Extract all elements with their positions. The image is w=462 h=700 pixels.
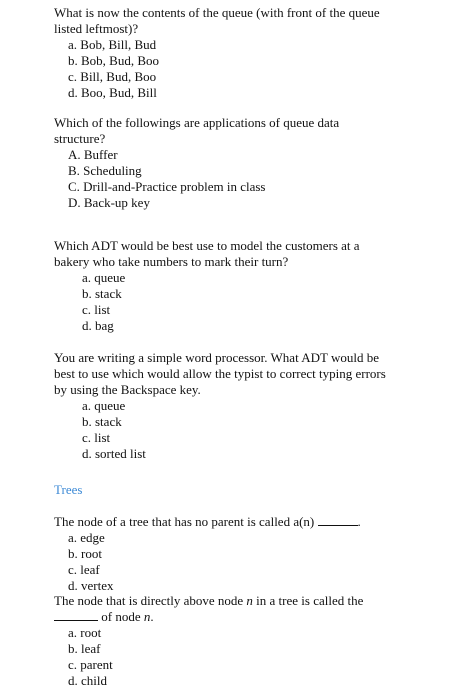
option: C. Drill-and-Practice problem in class [68,179,266,194]
question-6 [54,593,363,689]
option: d. child [68,673,107,688]
question-6-line-2 [54,609,363,625]
question-5-text-after: . [357,514,361,529]
question-1-options [54,37,380,101]
question-5-text [54,498,361,530]
option: c. list [82,302,111,317]
option: d. sorted list [82,446,146,461]
question-2-text: Which of the followings are applications of queue data structure? [54,115,340,146]
option: d. Boo, Bud, Bill [68,85,157,100]
question-2 [54,115,339,211]
question-5-options [54,530,361,594]
option: a. edge [68,530,105,545]
question-3-options [54,270,360,334]
question-1 [54,5,380,101]
option: B. Scheduling [68,163,142,178]
option: A. Buffer [68,147,118,162]
option: b. stack [82,286,122,301]
section-title-trees: Trees [54,482,83,497]
answer-blank [54,609,98,621]
option: a. queue [82,398,126,413]
option: c. leaf [68,562,100,577]
option: b. Bob, Bud, Boo [68,53,160,68]
option: b. leaf [68,641,101,656]
question-6-options [54,625,363,689]
question-6-line-1-before: The node that is directly above node [54,593,247,608]
option: c. list [82,430,111,445]
node-variable: n [143,609,151,624]
question-3 [54,238,360,334]
option: c. parent [68,657,113,672]
question-5 [54,498,361,594]
option: d. bag [82,318,114,333]
question-5-text-before: The node of a tree that has no parent is called a(n) [54,514,318,529]
question-6-line-1 [54,593,363,609]
question-6-line-1-after: in a tree is called the [252,593,364,608]
option: a. queue [82,270,126,285]
question-3-text: Which ADT would be best use to model the customers at a bakery who take numbers to mark their turn? [54,238,360,269]
question-4-text: You are writing a simple word processor. What ADT would be best to use which would allow the typist to correct typing errors by using the Backspace key. [54,350,386,397]
option: b. root [68,546,102,561]
answer-blank [318,514,358,526]
question-6-line-2-after: of node [98,609,144,624]
question-4-options [54,398,386,462]
option: a. root [68,625,102,640]
option: b. stack [82,414,122,429]
question-6-line-2-end: . [150,609,154,624]
option: c. Bill, Bud, Boo [68,69,157,84]
question-2-options [54,147,339,211]
option: a. Bob, Bill, Bud [68,37,157,52]
question-4 [54,350,386,462]
question-1-text: What is now the contents of the queue (with front of the queue listed leftmost)? [54,5,380,36]
option: D. Back-up key [68,195,150,210]
option: d. vertex [68,578,114,593]
node-variable: n [246,593,253,608]
